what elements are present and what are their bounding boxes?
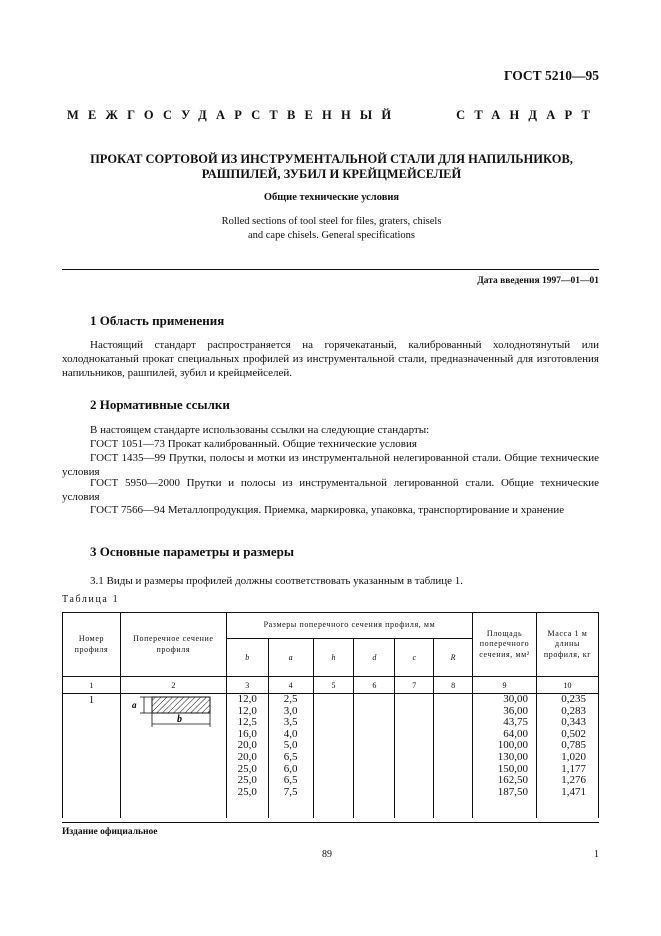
header-dim-r: R — [434, 639, 473, 677]
area-values-cell — [473, 694, 537, 819]
header-word-right: СТАНДАРТ — [456, 108, 599, 122]
b-value: 20,0 — [237, 750, 257, 763]
b-value: 12,5 — [237, 716, 257, 729]
mass-value: 1,276 — [561, 774, 586, 787]
column-number: 6 — [354, 677, 395, 694]
header-dim-c: c — [395, 639, 434, 677]
b-value: 25,0 — [237, 774, 257, 787]
b-values-cell — [226, 694, 268, 819]
section-1-heading: 1 Область применения — [90, 313, 225, 328]
area-value: 30,00 — [503, 693, 528, 705]
header-dim-b: b — [226, 639, 268, 677]
reference-3: ГОСТ 5950—2000 Прутки и полосы из инструментальной легированной стали. Общие технические условия — [62, 477, 599, 504]
a-value: 3,5 — [283, 716, 298, 729]
bottom-rule — [62, 822, 599, 823]
title-line-1: ПРОКАТ СОРТОВОЙ ИЗ ИНСТРУМЕНТАЛЬНОЙ СТАЛИ ДЛЯ НАПИЛЬНИКОВ, — [90, 152, 573, 166]
area-value: 100,00 — [497, 739, 528, 752]
mass-value: 1,471 — [561, 785, 586, 798]
header-dim-h: h — [313, 639, 354, 677]
mass-value: 0,343 — [561, 716, 586, 729]
header-area: Площадь поперечного сечения, мм² — [473, 613, 537, 677]
b-value: 16,0 — [237, 727, 257, 740]
column-number: 7 — [395, 677, 434, 694]
column-number: 8 — [434, 677, 473, 694]
column-number: 1 — [63, 677, 121, 694]
column-number: 9 — [473, 677, 537, 694]
a-value: 3,0 — [283, 704, 298, 717]
a-value: 2,5 — [283, 693, 298, 705]
profiles-table — [62, 612, 599, 818]
column-number: 4 — [268, 677, 313, 694]
sketch-label-b: b — [177, 714, 183, 725]
profile-number-cell: 1 — [63, 694, 121, 819]
a-value: 5,0 — [283, 739, 298, 752]
b-value: 12,0 — [237, 693, 257, 705]
reference-2: ГОСТ 1435—99 Прутки, полосы и мотки из инструментальной нелегированной стали. Общие технические условия — [62, 452, 599, 479]
sketch-label-a: a — [132, 700, 137, 710]
header-dimensions-group: Размеры поперечного сечения профиля, мм — [226, 613, 472, 639]
header-mass: Масса 1 м длины профиля, кг — [537, 613, 599, 677]
header-word-left: МЕЖГОСУДАРСТВЕННЫЙ — [67, 108, 401, 122]
mass-values-cell — [537, 694, 599, 819]
document-subtitle: Общие технические условия — [263, 192, 400, 203]
english-title — [66, 215, 597, 242]
b-value: 12,0 — [237, 704, 257, 717]
standard-number: ГОСТ 5210—95 — [503, 68, 599, 83]
mass-value: 0,502 — [561, 727, 586, 740]
b-value: 20,0 — [237, 739, 257, 752]
header-profile-number: Номер профиля — [63, 613, 121, 677]
section-2-heading: 2 Нормативные ссылки — [90, 397, 230, 412]
area-value: 43,75 — [503, 716, 528, 729]
title-line-2: РАШПИЛЕЙ, ЗУБИЛ И КРЕЙЦМЕЙСЕЛЕЙ — [201, 167, 462, 181]
mass-value: 0,235 — [561, 693, 586, 705]
column-number: 3 — [226, 677, 268, 694]
a-value: 7,5 — [283, 785, 298, 798]
a-value: 6,5 — [283, 774, 298, 787]
a-value: 6,0 — [283, 762, 298, 775]
column-number: 10 — [537, 677, 599, 694]
page-number: 89 — [322, 849, 332, 860]
reference-4: ГОСТ 7566—94 Металлопродукция. Приемка, маркировка, упаковка, транспортирование и хранение — [90, 504, 565, 516]
header-dim-a: a — [268, 639, 313, 677]
column-number: 5 — [313, 677, 354, 694]
area-value: 64,00 — [503, 727, 528, 740]
section-3-heading: 3 Основные параметры и размеры — [90, 544, 295, 559]
d-cell — [354, 694, 395, 819]
area-value: 162,50 — [497, 774, 528, 787]
h-cell — [313, 694, 354, 819]
corner-number: 1 — [594, 849, 599, 860]
column-number: 2 — [120, 677, 226, 694]
a-values-cell — [268, 694, 313, 819]
mass-value: 0,283 — [561, 704, 586, 717]
rectangular-profile-sketch — [130, 694, 216, 734]
mass-value: 0,785 — [561, 739, 586, 752]
b-value: 25,0 — [237, 762, 257, 775]
cross-section-cell — [120, 694, 226, 819]
effective-date: Дата введения 1997—01—01 — [477, 276, 599, 286]
top-rule — [62, 269, 599, 270]
header-dim-d: d — [354, 639, 395, 677]
reference-1: ГОСТ 1051—73 Прокат калиброванный. Общие технические условия — [90, 438, 417, 450]
section-3-paragraph: 3.1 Виды и размеры профилей должны соответствовать указанным в таблице 1. — [90, 575, 464, 587]
r-cell — [434, 694, 473, 819]
mass-value: 1,177 — [561, 762, 586, 775]
b-value: 25,0 — [237, 785, 257, 798]
area-value: 36,00 — [503, 704, 528, 717]
document-title — [66, 152, 597, 182]
section-1-text: Настоящий стандарт распространяется на горячекатаный, калиброванный холоднотянутый или холоднокатаный прокат специальных профилей из инструментальной стали, предназначенный для изготовления напильников, рашпилей, зубил и крейцмейселей. — [62, 339, 599, 380]
area-value: 150,00 — [497, 762, 528, 775]
a-value: 6,5 — [283, 750, 298, 763]
section-2-intro: В настоящем стандарте использованы ссылки на следующие стандарты: — [90, 424, 430, 436]
table-label: Таблица 1 — [62, 594, 120, 605]
english-title-line-2: and cape chisels. General specifications — [247, 229, 416, 241]
english-title-line-1: Rolled sections of tool steel for files, graters, chisels — [221, 216, 442, 227]
area-value: 187,50 — [497, 785, 528, 798]
a-value: 4,0 — [283, 727, 298, 740]
mass-value: 1,020 — [561, 750, 586, 763]
edition-note: Издание официальное — [62, 827, 158, 837]
c-cell — [395, 694, 434, 819]
area-value: 130,00 — [497, 750, 528, 763]
header-cross-section: Поперечное сечение профиля — [120, 613, 226, 677]
